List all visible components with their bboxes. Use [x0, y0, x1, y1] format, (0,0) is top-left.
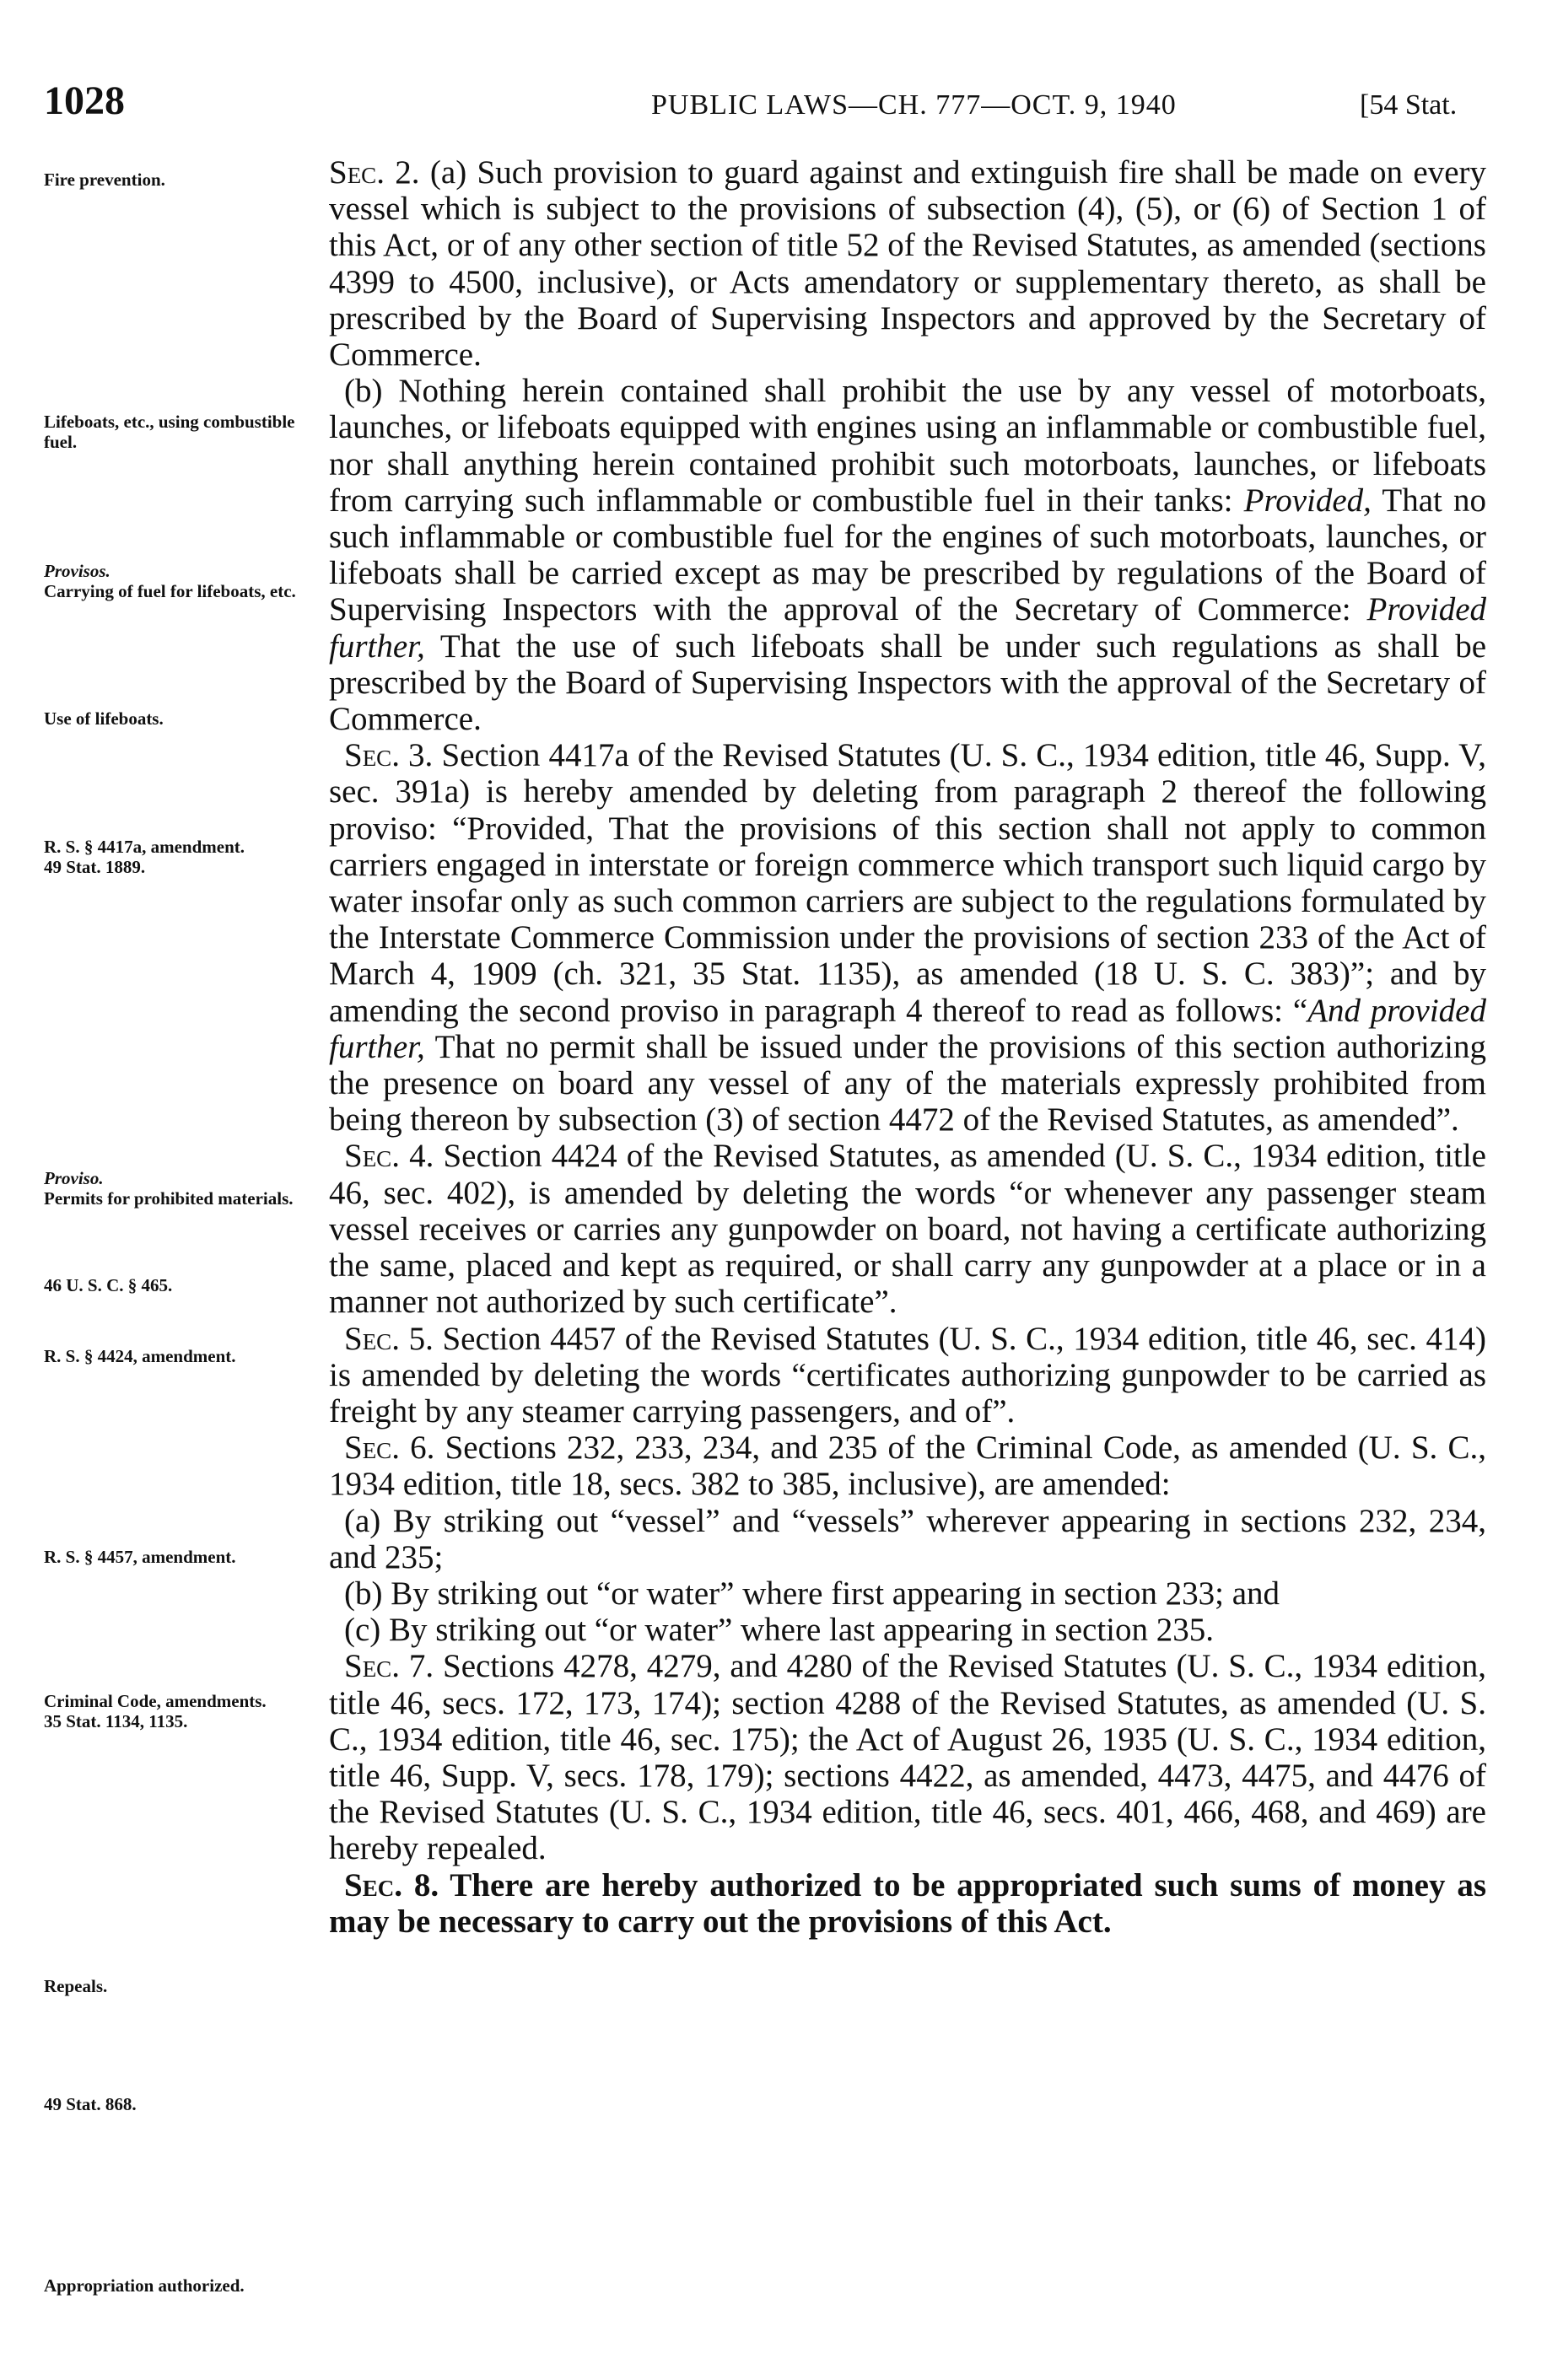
margin-note-appropriation: Appropriation authorized. [44, 2275, 245, 2296]
margin-note-provisos-label: Provisos. [44, 561, 110, 581]
running-title: PUBLIC LAWS—CH. 777—OCT. 9, 1940 [651, 89, 1177, 121]
page-number: 1028 [44, 78, 125, 123]
margin-note-fire-prevention: Fire prevention. [44, 170, 165, 190]
section-7 [329, 1648, 1486, 1866]
margin-note-49-stat-1889: 49 Stat. 1889. [44, 857, 146, 877]
margin-note-rs-4424: R. S. § 4424, amendment. [44, 1346, 236, 1366]
section-4 [329, 1138, 1486, 1320]
statute-body [329, 154, 1486, 1940]
section-3 [329, 737, 1486, 1138]
section-2b-text-2: That no such inflammable or combustible fuel for the engines of such motorboats, launches, or lifeboats shall be carried except as may be prescribed by regulations of the Board of Supervising Inspectors with the approval of the Secretary of Commerce: [329, 482, 1487, 628]
section-2a [329, 154, 1486, 373]
margin-note-rs-4417a-block [44, 837, 314, 877]
page-header [44, 78, 1478, 128]
margin-note-49-stat-868: 49 Stat. 868. [44, 2094, 137, 2114]
margin-note-use-of-lifeboats: Use of lifeboats. [44, 708, 164, 729]
section-6a: (a) By striking out “vessel” and “vessels” wherever appearing in sections 232, 234, and 235; [329, 1502, 1486, 1575]
provided-further-term: Provided further, [329, 591, 1487, 665]
provided-term: Provided, [1243, 482, 1372, 519]
section-6 [329, 1430, 1486, 1502]
margin-note-carrying-fuel: Carrying of fuel for lifeboats, etc. [44, 581, 296, 601]
section-6-text: Sections 232, 233, 234, and 235 of the Criminal Code, as amended (U. S. C., 1934 edition, title 18, secs. 382 to 385, inclusive), are amended: [329, 1430, 1486, 1503]
section-5-text: Section 4457 of the Revised Statutes (U. S. C., 1934 edition, title 46, sec. 414) is amended by deleting the words “certificates authorizing gunpowder to be carried as freight by any steamer carrying passengers, and of”. [329, 1320, 1486, 1430]
section-4-text: Section 4424 of the Revised Statutes, as amended (U. S. C., 1934 edition, title 46, sec. 402), is amended by deleting the words “or whenever any passenger steam vessel receives or carries any gunpowder on board, not having a certificate authorizing the same, placed and kept as required, or shall carry any gunpowder at a place or in a manner not authorized by such certificate”. [329, 1138, 1486, 1321]
margin-note-repeals: Repeals. [44, 1976, 108, 1996]
section-6-label: Sec. 6. [344, 1430, 435, 1467]
section-6c: (c) By striking out “or water” where last appearing in section 235. [344, 1612, 1215, 1649]
section-3-text-1: Section 4417a of the Revised Statutes (U. S. C., 1934 edition, title 46, Supp. V, sec. 391a) is hereby amended by deleting from paragraph 2 thereof the following proviso: “Provided, That the provisions of this section shall not apply to common carriers engaged in interstate or foreign commerce which transport such liquid cargo by water insofar only as such common carriers are subject to the regulations formulated by the Interstate Commerce Commission under the provisions of section 233 of the Act of March 4, 1909 (ch. 321, 35 Stat. 1135), as amended (18 U. S. C. 383)”; and by amending the second proviso in paragraph 4 thereof to read as follows: “ [329, 737, 1487, 1029]
margin-note-rs-4457: R. S. § 4457, amendment. [44, 1547, 236, 1567]
margin-note-46-usc-465: 46 U. S. C. § 465. [44, 1275, 173, 1295]
and-provided-further-term: And provided further, [329, 992, 1486, 1065]
section-3-text-2: That no permit shall be issued under the provisions of this section authorizing the presence on board any vessel of any of the materials expressly prohibited from being thereon by subsection (3) of section 4472 of the Revised Statutes, as amended”. [329, 1028, 1486, 1139]
section-7-text: Sections 4278, 4279, and 4280 of the Revised Statutes (U. S. C., 1934 edition, title 46, secs. 172, 173, 174); section 4288 of the Revised Statutes, as amended (U. S. C., 1934 edition, title 46, sec. 175); the Act of August 26, 1935 (U. S. C., 1934 edition, title 46, Supp. V, secs. 178, 179); sections 4422, as amended, 4473, 4475, and 4476 of the Revised Statutes (U. S. C., 1934 edition, title 46, secs. 401, 466, 468, and 469) are hereby repealed. [329, 1648, 1487, 1867]
margin-note-proviso-label: Proviso. [44, 1168, 104, 1188]
margin-note-provisos-block [44, 561, 314, 601]
section-4-label: Sec. 4. [344, 1138, 434, 1175]
section-8-label: Sec. 8. [344, 1866, 439, 1903]
margin-note-rs-4417a: R. S. § 4417a, amendment. [44, 837, 245, 857]
section-8 [329, 1867, 1486, 1940]
margin-note-proviso-block [44, 1168, 314, 1209]
section-6b: (b) By striking out “or water” where first appearing in section 233; and [344, 1575, 1280, 1612]
margin-note-permits: Permits for prohibited materials. [44, 1188, 294, 1209]
margin-note-criminal-code: Criminal Code, amendments. [44, 1691, 267, 1711]
section-5 [329, 1321, 1486, 1430]
volume-reference: [54 Stat. [1360, 89, 1458, 121]
section-2b-text-1: (b) Nothing herein contained shall prohibit the use by any vessel of motorboats, launches, or lifeboats equipped with engines using an inflammable or combustible fuel, nor shall anything herein contained prohibit such motorboats, launches, or lifeboats from carrying such inflammable or combustible fuel in their tanks: [329, 373, 1486, 519]
section-2b [329, 373, 1486, 737]
section-3-label: Sec. 3. [344, 737, 434, 774]
section-5-label: Sec. 5. [344, 1320, 434, 1357]
section-2b-text-3: That the use of such lifeboats shall be under such regulations as shall be prescribed by the Board of Supervising Inspectors with the approval of the Secretary of Commerce. [329, 627, 1487, 738]
margin-note-criminal-code-block [44, 1691, 314, 1731]
section-2a-text: (a) Such provision to guard against and extinguish fire shall be made on every vessel which is subject to the provisions of subsection (4), (5), or (6) of Section 1 of this Act, or of any other section of title 52 of the Revised Statutes, as amended (sections 4399 to 4500, inclusive), or Acts amendatory or supplementary thereto, as shall be prescribed by the Board of Supervising Inspectors and approved by the Secretary of Commerce. [329, 154, 1486, 374]
section-7-label: Sec. 7. [344, 1648, 434, 1685]
section-2-label: Sec. 2. [329, 154, 420, 191]
margin-note-lifeboats-fuel: Lifeboats, etc., using combustible fuel. [44, 412, 295, 452]
margin-note-35-stat: 35 Stat. 1134, 1135. [44, 1711, 188, 1731]
section-8-text: There are hereby authorized to be appropriated such sums of money as may be necessary to carry out the provisions of this Act. [329, 1866, 1486, 1940]
